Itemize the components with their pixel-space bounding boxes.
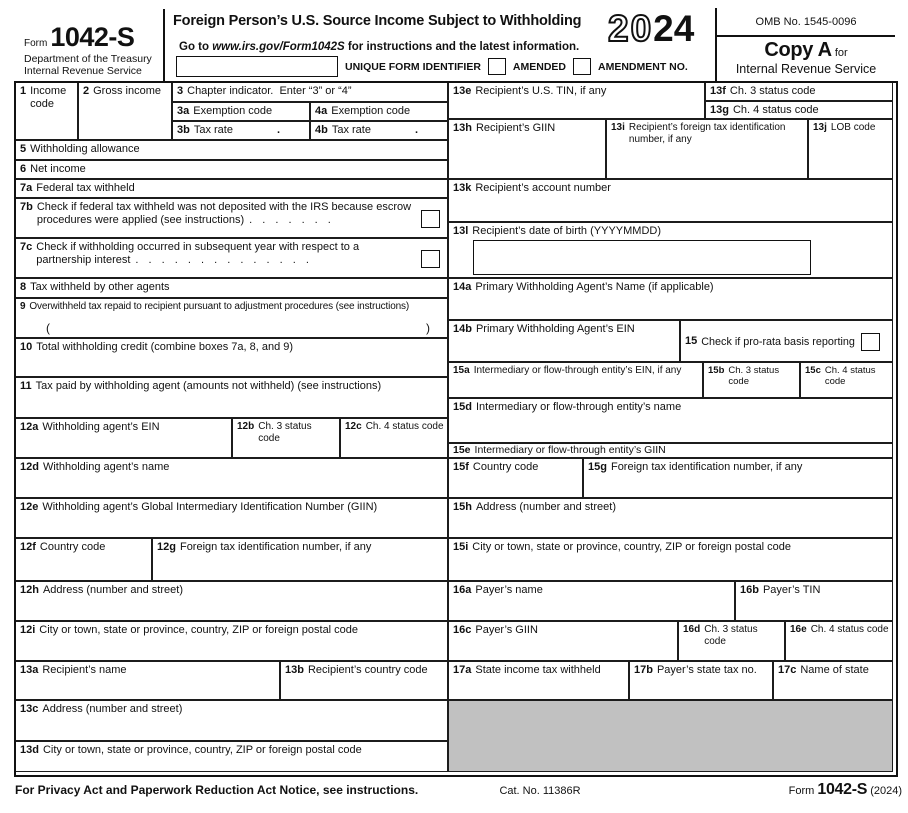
field-number: 8 (20, 281, 27, 293)
form-word: Form (24, 38, 48, 49)
decimal-point: . (276, 124, 280, 136)
field-label: Ch. 4 status code (732, 104, 819, 116)
field-label: Country code (472, 461, 539, 473)
field-label: Recipient’s foreign tax identification number, if any (628, 122, 786, 145)
field-12b-ch3-status-code (232, 418, 340, 458)
field-label: Withholding agent’s name (42, 461, 170, 473)
field-label: Recipient’s date of birth (YYYYMMDD) (472, 225, 661, 237)
field-13f-ch3-status-code (705, 82, 893, 101)
field-17c-name-of-state (773, 661, 893, 700)
unique-form-identifier-label: UNIQUE FORM IDENTIFIER (345, 60, 481, 73)
field-15h-address (448, 498, 893, 538)
field-label: Intermediary or flow-through entity’s name (475, 401, 682, 413)
field-3a-exemption-code (172, 102, 310, 121)
field-number: 12g (157, 541, 176, 553)
field-label: Ch. 4 status code (824, 365, 876, 388)
field-label: Name of state (800, 664, 869, 676)
paren-open: ( (46, 320, 50, 335)
field-8-tax-withheld-other-agents (15, 278, 448, 298)
footer-form-number: 1042-S (817, 781, 868, 798)
field-9-overwithheld-tax-repaid (15, 298, 448, 338)
field-number: 3a (177, 105, 190, 117)
field-3-chapter-indicator (172, 82, 448, 102)
field-number: 15e (453, 444, 471, 456)
privacy-act-notice: For Privacy Act and Paperwork Reduction Act Notice, see instructions. (15, 783, 419, 797)
field-number: 16a (453, 584, 472, 596)
field-label: Tax withheld by other agents (30, 281, 170, 293)
field-13d-city-state-zip (15, 741, 448, 772)
field-label: Recipient’s GIIN (475, 122, 556, 134)
field-16b-payer-tin (735, 581, 893, 621)
copy-designation (717, 37, 895, 76)
field-label: Overwithheld tax repaid to recipient pursuant to adjustment procedures (see instructions) (29, 301, 410, 312)
field-number: 3 (177, 85, 184, 97)
field-15f-country-code (448, 458, 583, 498)
field-label: Ch. 4 status code (365, 421, 444, 432)
footer-form-word: Form (788, 785, 818, 797)
instructions-url: www.irs.gov/Form1042S (212, 41, 345, 53)
omb-copy-block (715, 8, 895, 82)
field-1-income-code (15, 82, 78, 140)
field-label: Tax rate (193, 124, 233, 136)
field-4a-exemption-code (310, 102, 448, 121)
form-title: Foreign Person’s U.S. Source Income Subject to Withholding (173, 13, 582, 29)
field-label: Federal tax withheld (36, 182, 135, 194)
field-label: Ch. 3 status code (258, 421, 312, 444)
field-number: 7a (20, 182, 33, 194)
field-label: Primary Withholding Agent’s EIN (475, 323, 635, 335)
copy-a-label: Copy A (764, 39, 832, 61)
tax-year-outline-digits: 20 (608, 8, 654, 49)
field-number: 5 (20, 143, 27, 155)
field-label: Address (number and street) (475, 501, 616, 513)
field-number: 7c (20, 241, 33, 253)
field-number: 14a (453, 281, 472, 293)
dot-leaders: . . . . . . . . . . . . . . (135, 254, 309, 267)
field-label: Check if pro-rata basis reporting (701, 335, 855, 348)
field-13e-recipient-us-tin (448, 82, 705, 119)
field-label: Tax paid by withholding agent (amounts not withheld) (see instructions) (35, 380, 382, 392)
field-15e-intermediary-giin (448, 443, 893, 458)
field-number: 13e (453, 85, 472, 97)
field-label: Payer’s GIIN (475, 624, 538, 636)
field-14a-primary-withholding-agent-name (448, 278, 893, 320)
field-number: 4b (315, 124, 328, 136)
field-number: 13b (285, 664, 304, 676)
field-label: LOB code (830, 122, 876, 133)
dot-leaders: . . . . . . . (249, 214, 331, 227)
amended-checkbox[interactable] (488, 58, 506, 75)
copy-for-label: for (831, 47, 848, 59)
field-12i-city-state-zip (15, 621, 448, 661)
field-number: 13d (20, 744, 39, 756)
field-label: Check if withholding occurred in subsequent year with respect to a partnership interest . . . . . . . . . . . . . . (36, 241, 360, 267)
field-13j-lob-code (808, 119, 893, 179)
field-11-tax-paid-by-withholding-agent (15, 377, 448, 418)
field-15g-foreign-tax-id (583, 458, 893, 498)
copy-recipient: Internal Revenue Service (735, 62, 877, 76)
field-13l-date-of-birth (448, 222, 893, 278)
field-number: 13i (611, 122, 625, 133)
field-12g-foreign-tax-id (152, 538, 448, 581)
instructions-line (179, 41, 579, 53)
field-4b-tax-rate (310, 121, 448, 140)
field-7b-escrow-procedures (15, 198, 448, 238)
field-label: Primary Withholding Agent’s Name (if applicable) (475, 281, 714, 293)
field-label: Address (number and street) (42, 703, 183, 715)
footer-form-year: (2024) (867, 785, 902, 797)
field-16d-ch3-status-code (678, 621, 785, 661)
field-label: Net income (30, 163, 86, 175)
field-12e-withholding-agent-giin (15, 498, 448, 538)
field-number: 12c (345, 421, 362, 432)
field-label: Total withholding credit (combine boxes 7a, 8, and 9) (36, 341, 294, 353)
field-13h-recipient-giin (448, 119, 606, 179)
field-label: Recipient’s country code (307, 664, 428, 676)
box-15-pro-rata-checkbox[interactable] (861, 333, 880, 351)
field-number: 12d (20, 461, 39, 473)
omb-number: OMB No. 1545-0096 (717, 8, 895, 37)
field-15a-intermediary-ein (448, 362, 703, 398)
field-number: 13k (453, 182, 472, 194)
field-label: Intermediary or flow-through entity’s GIIN (474, 444, 666, 456)
catalog-number: Cat. No. 11386R (499, 785, 581, 797)
identifier-row (176, 56, 688, 77)
field-label: Ch. 3 status code (704, 624, 758, 647)
instructions-suffix: for instructions and the latest information. (344, 41, 580, 53)
box-13l-date-entry-box[interactable] (473, 240, 811, 275)
box-7b-escrow-checkbox[interactable] (421, 210, 440, 228)
field-17a-state-income-tax-withheld (448, 661, 629, 700)
field-label: Check if federal tax withheld was not deposited with the IRS because escrow procedures were applied (see instructions) . . . . . . . (36, 201, 412, 227)
field-14b-primary-withholding-agent-ein (448, 320, 680, 362)
field-label: Payer’s name (475, 584, 543, 596)
field-number: 13c (20, 703, 39, 715)
field-number: 4a (315, 105, 328, 117)
field-16e-ch4-status-code (785, 621, 893, 661)
field-number: 17b (634, 664, 653, 676)
agency-line: Internal Revenue Service (24, 65, 142, 78)
footer-form-id (789, 781, 902, 799)
field-6-net-income (15, 160, 448, 179)
field-number: 3b (177, 124, 190, 136)
field-10-total-withholding-credit (15, 338, 448, 377)
field-15d-intermediary-name (448, 398, 893, 443)
field-13b-recipient-country-code (280, 661, 448, 700)
field-number: 15f (453, 461, 469, 473)
field-3b-tax-rate (172, 121, 310, 140)
field-7c-subsequent-year (15, 238, 448, 278)
field-label: City or town, state or province, country, ZIP or foreign postal code (39, 624, 359, 636)
field-number: 13l (453, 225, 469, 237)
field-label: Ch. 3 status code (728, 365, 780, 388)
field-label: Recipient’s account number (475, 182, 611, 194)
field-label: Exemption code (331, 105, 411, 117)
field-13i-recipient-foreign-tax-id (606, 119, 808, 179)
field-number: 17a (453, 664, 472, 676)
field-label: Payer’s state tax no. (656, 664, 757, 676)
department-line: Department of the Treasury (24, 53, 152, 65)
paren-close: ) (426, 320, 430, 335)
field-number: 15a (453, 365, 470, 376)
field-label: Recipient’s U.S. TIN, if any (475, 85, 607, 97)
field-15c-ch4-status-code (800, 362, 893, 398)
unique-form-identifier-input[interactable] (176, 56, 338, 77)
field-number: 15 (685, 335, 698, 348)
field-number: 15h (453, 501, 472, 513)
field-number: 16c (453, 624, 472, 636)
field-label: Exemption code (193, 105, 273, 117)
field-label: Country code (39, 541, 106, 553)
field-number: 12i (20, 624, 36, 636)
field-label: City or town, state or province, country, ZIP or foreign postal code (472, 541, 792, 553)
field-number: 12a (20, 421, 39, 433)
field-label: Income code (30, 85, 67, 111)
field-16c-payer-giin (448, 621, 678, 661)
field-12d-withholding-agent-name (15, 458, 448, 498)
field-number: 15g (588, 461, 607, 473)
field-15-pro-rata-basis (680, 320, 893, 362)
field-label: Ch. 4 status code (810, 624, 889, 635)
field-5-withholding-allowance (15, 140, 448, 160)
field-12h-address (15, 581, 448, 621)
field-label: City or town, state or province, country, ZIP or foreign postal code (42, 744, 362, 756)
field-number: 15c (805, 365, 821, 376)
field-label: Intermediary or flow-through entity’s EIN, if any (473, 365, 682, 376)
field-label: Chapter indicator. Enter “3” or “4” (187, 85, 352, 97)
field-number: 9 (20, 301, 26, 312)
field-number: 6 (20, 163, 27, 175)
field-number: 12b (237, 421, 255, 432)
field-15b-ch3-status-code (703, 362, 800, 398)
field-number: 12h (20, 584, 39, 596)
field-number: 15i (453, 541, 469, 553)
header-divider-left (163, 9, 165, 82)
field-12f-country-code (15, 538, 152, 581)
field-16a-payer-name (448, 581, 735, 621)
field-13g-ch4-status-code (705, 101, 893, 119)
field-label: Foreign tax identification number, if any (179, 541, 372, 553)
field-2-gross-income (78, 82, 172, 140)
instructions-prefix: Go to (179, 41, 213, 53)
field-17b-payer-state-tax-no (629, 661, 773, 700)
field-number: 13f (710, 85, 726, 97)
field-13a-recipient-name (15, 661, 280, 700)
amendment-no-checkbox[interactable] (573, 58, 591, 75)
field-13k-recipient-account-number (448, 179, 893, 222)
field-number: 10 (20, 341, 33, 353)
field-number: 16e (790, 624, 807, 635)
field-number: 13j (813, 122, 827, 133)
field-label: Tax rate (331, 124, 371, 136)
field-number: 15d (453, 401, 472, 413)
field-7a-federal-tax-withheld (15, 179, 448, 198)
field-15i-city-state-zip (448, 538, 893, 581)
field-12a-withholding-agent-ein (15, 418, 232, 458)
field-number: 13g (710, 104, 729, 116)
field-number: 16b (740, 584, 759, 596)
field-number: 15b (708, 365, 725, 376)
field-label: Address (number and street) (42, 584, 183, 596)
field-number: 1 (20, 85, 27, 97)
field-number: 12f (20, 541, 36, 553)
amended-label: AMENDED (512, 60, 567, 73)
field-13c-address (15, 700, 448, 741)
field-12c-ch4-status-code (340, 418, 448, 458)
field-label: Foreign tax identification number, if any (610, 461, 803, 473)
field-number: 11 (20, 380, 32, 392)
tax-year-bold-digits: 24 (653, 8, 695, 49)
field-number: 13a (20, 664, 39, 676)
box-7c-subsequent-year-checkbox[interactable] (421, 250, 440, 268)
field-label: Withholding agent’s EIN (42, 421, 160, 433)
field-label: Withholding agent’s Global Intermediary Identification Number (GIIN) (42, 501, 378, 513)
field-number: 17c (778, 664, 797, 676)
field-number: 12e (20, 501, 39, 513)
field-label: State income tax withheld (475, 664, 601, 676)
tax-year (608, 10, 694, 47)
field-label: Ch. 3 status code (729, 85, 816, 97)
decimal-point: . (414, 124, 418, 136)
field-label: Gross income (93, 85, 161, 97)
field-number: 16d (683, 624, 701, 635)
field-label: Recipient’s name (42, 664, 127, 676)
amendment-no-label: AMENDMENT NO. (598, 60, 688, 73)
field-number: 14b (453, 323, 472, 335)
field-number: 2 (83, 85, 90, 97)
field-number: 13h (453, 122, 472, 134)
shaded-area (448, 700, 893, 772)
field-number: 7b (20, 201, 33, 213)
form-number: 1042-S (50, 22, 135, 52)
field-label: Payer’s TIN (762, 584, 821, 596)
field-label: Withholding allowance (30, 143, 140, 155)
amount-parentheses (20, 321, 444, 337)
form-identity-block (24, 22, 164, 78)
